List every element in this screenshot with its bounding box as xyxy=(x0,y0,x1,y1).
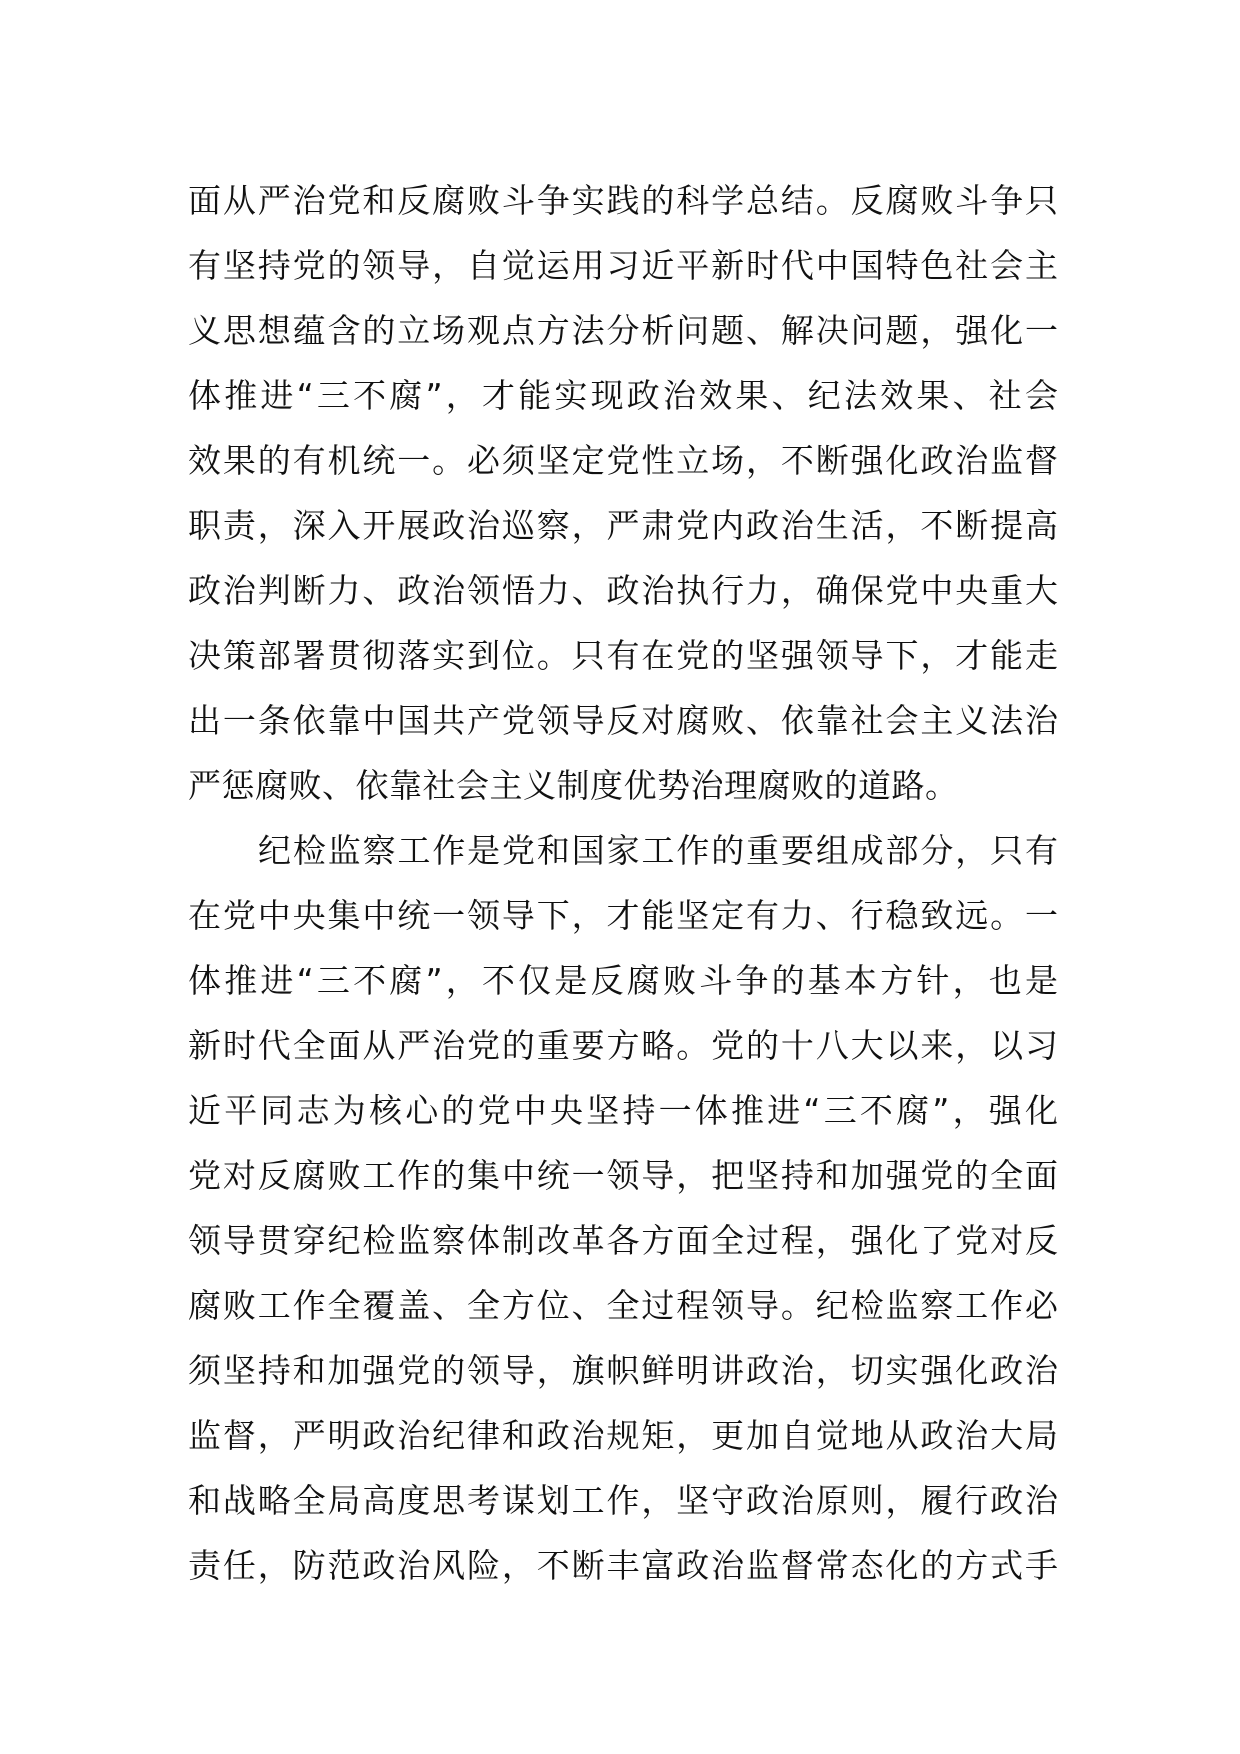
text-line: 监督，严明政治纪律和政治规矩，更加自觉地从政治大局 xyxy=(188,1416,1058,1455)
text-line: 和战略全局高度思考谋划工作，坚守政治原则，履行政治 xyxy=(188,1481,1058,1520)
text-line: 责任，防范政治风险，不断丰富政治监督常态化的方式手 xyxy=(188,1546,1058,1585)
body-text xyxy=(188,168,1058,1598)
text-line: 决策部署贯彻落实到位。只有在党的坚强领导下，才能走 xyxy=(188,636,1058,675)
text-line: 出一条依靠中国共产党领导反对腐败、依靠社会主义法治 xyxy=(188,701,1058,740)
text-line: 体推进“三不腐”，才能实现政治效果、纪法效果、社会 xyxy=(188,376,1058,415)
text-line: 纪检监察工作是党和国家工作的重要组成部分，只有 xyxy=(258,831,1058,870)
text-line: 体推进“三不腐”，不仅是反腐败斗争的基本方针，也是 xyxy=(188,961,1058,1000)
text-line: 政治判断力、政治领悟力、政治执行力，确保党中央重大 xyxy=(188,571,1058,610)
text-line: 近平同志为核心的党中央坚持一体推进“三不腐”，强化 xyxy=(188,1091,1058,1130)
paragraph-1 xyxy=(188,168,1058,818)
text-line: 效果的有机统一。必须坚定党性立场，不断强化政治监督 xyxy=(188,441,1058,480)
paragraph-2 xyxy=(188,818,1058,1598)
text-line: 在党中央集中统一领导下，才能坚定有力、行稳致远。一 xyxy=(188,896,1058,935)
text-line: 面从严治党和反腐败斗争实践的科学总结。反腐败斗争只 xyxy=(188,181,1058,220)
text-line: 党对反腐败工作的集中统一领导，把坚持和加强党的全面 xyxy=(188,1156,1058,1195)
text-line: 职责，深入开展政治巡察，严肃党内政治生活，不断提高 xyxy=(188,506,1058,545)
text-line: 严惩腐败、依靠社会主义制度优势治理腐败的道路。 xyxy=(188,766,959,805)
text-line: 须坚持和加强党的领导，旗帜鲜明讲政治，切实强化政治 xyxy=(188,1351,1058,1390)
text-line: 腐败工作全覆盖、全方位、全过程领导。纪检监察工作必 xyxy=(188,1286,1058,1325)
text-line: 有坚持党的领导，自觉运用习近平新时代中国特色社会主 xyxy=(188,246,1058,285)
text-line: 领导贯穿纪检监察体制改革各方面全过程，强化了党对反 xyxy=(188,1221,1058,1260)
text-line: 新时代全面从严治党的重要方略。党的十八大以来，以习 xyxy=(188,1026,1058,1065)
text-line: 义思想蕴含的立场观点方法分析问题、解决问题，强化一 xyxy=(188,311,1058,350)
